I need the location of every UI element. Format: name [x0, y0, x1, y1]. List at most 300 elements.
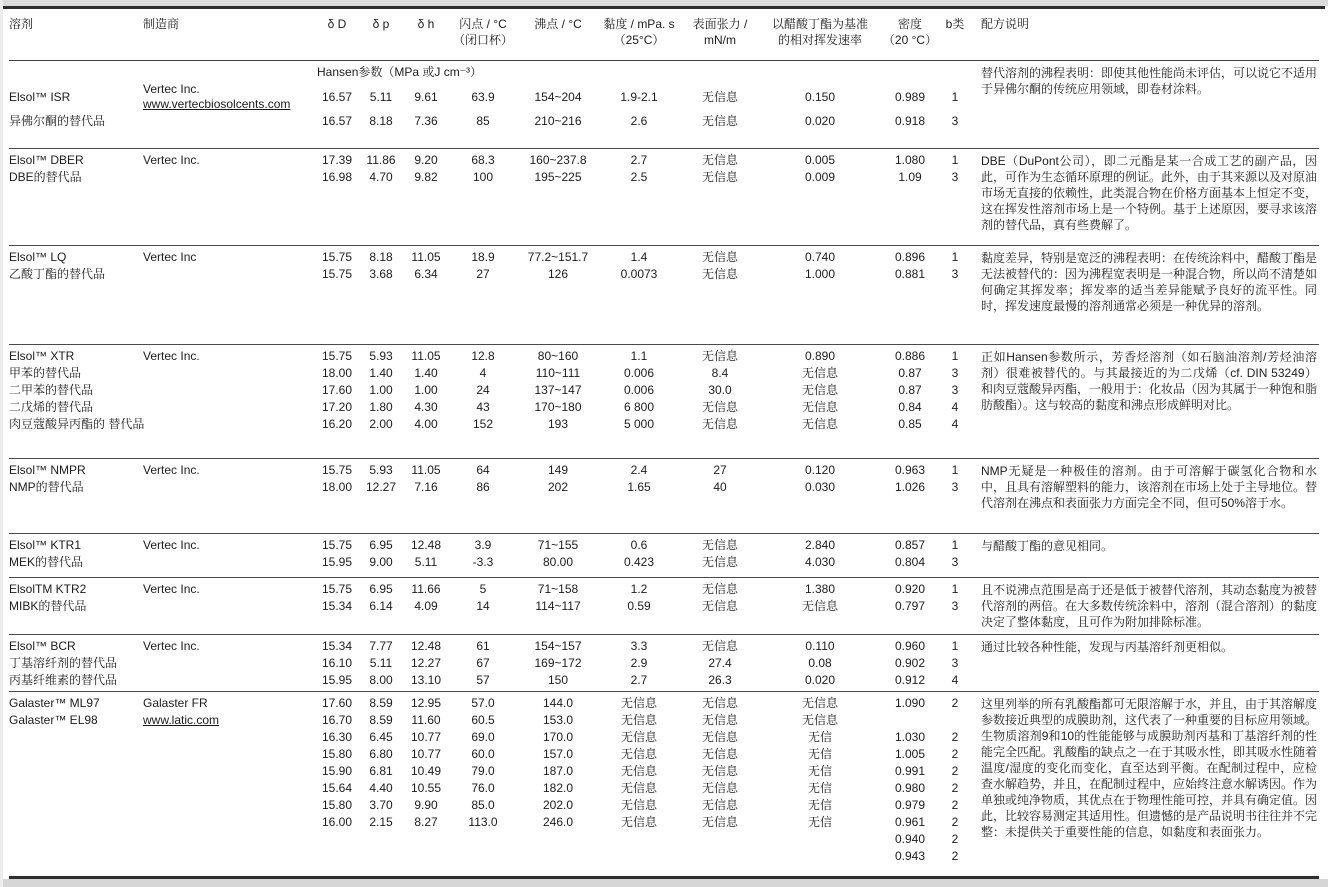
- cell-dp: 5.11: [369, 89, 393, 104]
- table-row: [9, 581, 969, 598]
- col-header-surface-tension: [679, 16, 761, 60]
- cell-visc: 无信息: [620, 696, 657, 710]
- cell-dh: 4.30: [414, 400, 438, 414]
- cell-dh: 1.00: [414, 383, 438, 397]
- table-row: [9, 672, 969, 689]
- cell-manufacturer: [143, 250, 315, 265]
- cell-visc: 0.6: [630, 538, 648, 552]
- cell-evap: 无信: [807, 747, 832, 761]
- cell-solvent: Elsol™ BCR: [9, 639, 76, 653]
- cell-dp: 6.45: [369, 730, 393, 744]
- cell-dD: 15.75: [321, 250, 353, 264]
- cell-visc: 2.7: [630, 153, 648, 167]
- col-header-evaporation-rate: [761, 16, 879, 60]
- cell-evap: 4.030: [804, 555, 836, 569]
- cell-dD: 15.34: [321, 599, 353, 613]
- cell-flash: -3.3: [472, 555, 494, 569]
- cell-boil: 110~111: [535, 366, 581, 380]
- cell-density: 0.857: [894, 538, 926, 552]
- cell-dD: 15.90: [321, 764, 353, 778]
- cell-boil: 80~160: [537, 349, 579, 363]
- section-rows: [9, 537, 969, 577]
- cell-density: 0.797: [894, 599, 926, 613]
- cell-evap: 0.110: [805, 639, 835, 653]
- cell-boil: 126: [547, 267, 569, 281]
- table-row: [9, 763, 969, 780]
- viscosity-label-line1: 黏度 / mPa. s: [603, 17, 675, 31]
- cell-dp: 6.95: [369, 582, 393, 596]
- cell-evap: 0.030: [804, 480, 836, 494]
- cell-visc: 1.1: [630, 349, 648, 363]
- manufacturer-name: Vertec Inc.: [143, 463, 200, 477]
- cell-visc: 2.4: [630, 463, 648, 477]
- cell-density: 0.980: [894, 781, 926, 795]
- cell-visc: 0.0073: [620, 267, 658, 281]
- table-row: [9, 152, 969, 169]
- cell-density: 0.940: [894, 832, 926, 846]
- cell-surf: 40: [713, 480, 727, 494]
- solvent-properties-table: [3, 6, 1325, 879]
- cell-boil: 150: [547, 673, 569, 687]
- cell-dp: 5.93: [369, 349, 393, 363]
- formulation-note: NMP无疑是一种极佳的溶剂。由于可溶解于碳氢化合物和水中，且具有溶解塑料的能力，该溶剂在市场上处于主导地位。替代溶剂在沸点和表面张力方面完全不同，但可50%溶于水。: [981, 464, 1318, 510]
- table-row: [9, 655, 969, 672]
- table-section-elsol-lq: [9, 246, 1319, 345]
- section-rows: [9, 348, 969, 458]
- formulation-note: 与醋酸丁酯的意见相同。: [981, 539, 1114, 553]
- cell-dh: 12.48: [410, 538, 442, 552]
- cell-manufacturer: [143, 538, 315, 553]
- cell-boil: 170~180: [534, 400, 582, 414]
- cell-dp: 7.77: [369, 639, 393, 653]
- cell-visc: 2.7: [630, 673, 648, 687]
- cell-solvent: Elsol™ XTR: [9, 349, 75, 363]
- cell-solvent: MIBK的替代品: [9, 599, 87, 613]
- cell-density: 0.961: [894, 815, 926, 829]
- cell-surf: 无信息: [701, 713, 738, 727]
- cell-solvent: Elsol™ KTR1: [9, 538, 82, 552]
- cell-evap: 0.150: [804, 89, 836, 104]
- cell-solvent: 丁基溶纤剂的替代品: [9, 656, 118, 670]
- cell-manufacturer: [143, 463, 315, 478]
- cell-boil: 210~216: [534, 114, 582, 128]
- col-header-boiling-point: 沸点 / °C: [534, 17, 582, 31]
- cell-dp: 3.68: [369, 267, 393, 281]
- table-section-elsol-xtr: [9, 345, 1319, 459]
- cell-surf: 8.4: [711, 366, 729, 380]
- cell-solvent: Galaster™ EL98: [9, 713, 98, 727]
- cell-dD: 15.75: [321, 349, 353, 363]
- cell-dh: 9.61: [414, 89, 438, 104]
- cell-dD: 17.60: [321, 696, 353, 710]
- cell-flash: 14: [476, 599, 490, 613]
- cell-dh: 11.05: [411, 463, 441, 477]
- cell-boil: 202.0: [542, 798, 574, 812]
- cell-density: 0.902: [894, 656, 926, 670]
- cell-dh: 6.34: [414, 267, 438, 281]
- evaporation-rate-label-line1: 以醋酸丁酯为基准: [771, 17, 868, 31]
- cell-dh: 11.05: [411, 250, 441, 264]
- cell-visc: 0.423: [623, 555, 655, 569]
- cell-visc: 1.2: [630, 582, 648, 596]
- col-header-viscosity: [599, 16, 679, 60]
- cell-dh: 4.00: [414, 417, 438, 431]
- cell-dh: 10.77: [410, 747, 442, 761]
- cell-evap: 无信息: [801, 383, 838, 397]
- cell-flash: 113.0: [468, 815, 498, 829]
- surface-tension-label-line2: mN/m: [704, 33, 736, 47]
- cell-flash: 3.9: [474, 538, 492, 552]
- table-section-elsol-nmpr: [9, 459, 1319, 534]
- cell-flash: 67: [476, 656, 490, 670]
- table-row: [9, 348, 969, 365]
- cell-density: 1.026: [894, 480, 926, 494]
- section-rows: [9, 64, 969, 148]
- cell-boil: 182.0: [542, 781, 574, 795]
- cell-bclass: 3: [951, 480, 959, 494]
- cell-visc: 2.6: [630, 114, 648, 128]
- cell-density: 0.896: [894, 250, 926, 264]
- cell-solvent: Elsol™ NMPR: [9, 463, 86, 477]
- table-row: [9, 249, 969, 266]
- cell-density: 0.87: [898, 366, 922, 380]
- table-row: [9, 416, 969, 433]
- cell-surf: 27.4: [708, 656, 732, 670]
- table-row: [9, 695, 969, 712]
- table-row: [9, 831, 969, 848]
- cell-bclass: 1: [951, 250, 959, 264]
- cell-dD: 15.80: [321, 747, 353, 761]
- table-row: [9, 81, 969, 113]
- cell-bclass: 2: [951, 832, 959, 846]
- cell-bclass: 3: [951, 366, 959, 380]
- cell-bclass: 1: [951, 349, 959, 363]
- cell-evap: 无信: [807, 798, 832, 812]
- cell-dh: 10.49: [410, 764, 442, 778]
- cell-flash: 60.5: [471, 713, 495, 727]
- cell-dp: 1.40: [369, 366, 393, 380]
- cell-manufacturer: [143, 349, 315, 364]
- cell-flash: 79.0: [471, 764, 495, 778]
- cell-dh: 12.48: [410, 639, 442, 653]
- col-header-b-class: b类: [945, 17, 965, 31]
- hansen-parameters-subheader: Hansen参数（MPa 或J cm⁻³）: [317, 65, 483, 79]
- cell-boil: 114~117: [535, 599, 581, 613]
- cell-bclass: 3: [951, 114, 959, 128]
- table-row: [9, 554, 969, 571]
- cell-solvent: 二戊烯的替代品: [9, 400, 94, 414]
- cell-surf: 30.0: [708, 383, 732, 397]
- page-edge-bottom: [0, 879, 1328, 887]
- table-row: [9, 848, 969, 865]
- cell-boil: 71~155: [537, 538, 579, 552]
- cell-manufacturer: [143, 639, 315, 654]
- cell-visc: 无信息: [620, 747, 657, 761]
- cell-dh: 11.05: [411, 349, 441, 363]
- formulation-note: 且不说沸点范围是高于还是低于被替代溶剂，其动态黏度为被替代溶剂的两倍。在大多数传统涂料中，溶剂（混合溶剂）的黏度决定了整体黏度，且可作为附加排除标准。: [981, 583, 1318, 629]
- cell-bclass: 2: [951, 781, 959, 795]
- cell-solvent: 甲苯的替代品: [9, 366, 82, 380]
- cell-surf: 无信息: [701, 349, 738, 363]
- cell-dD: 15.75: [321, 582, 353, 596]
- manufacturer-name: Vertec Inc.: [143, 582, 200, 596]
- table-body: [9, 61, 1319, 879]
- cell-density: 1.005: [894, 747, 926, 761]
- manufacturer-link[interactable]: www.latic.com: [143, 713, 220, 727]
- cell-dh: 9.90: [414, 798, 438, 812]
- manufacturer-name: Vertec Inc: [143, 250, 197, 264]
- cell-bclass: 3: [951, 170, 959, 184]
- cell-surf: 27: [713, 463, 727, 477]
- cell-dp: 8.18: [369, 114, 393, 128]
- cell-flash: 24: [476, 383, 490, 397]
- cell-dh: 7.16: [414, 480, 438, 494]
- cell-bclass: 4: [951, 400, 959, 414]
- cell-visc: 无信息: [620, 781, 657, 795]
- cell-manufacturer: [143, 153, 315, 168]
- cell-bclass: 2: [951, 747, 959, 761]
- cell-visc: 1.65: [627, 480, 651, 494]
- cell-visc: 无信息: [620, 730, 657, 744]
- cell-evap: 无信息: [801, 696, 838, 710]
- cell-solvent: Elsol™ ISR: [9, 89, 71, 104]
- cell-bclass: 2: [951, 730, 959, 744]
- cell-density: 0.963: [894, 463, 926, 477]
- cell-bclass: 3: [951, 383, 959, 397]
- cell-boil: 157.0: [542, 747, 574, 761]
- cell-dp: 5.93: [369, 463, 393, 477]
- cell-solvent: Galaster™ ML97: [9, 696, 100, 710]
- cell-flash: 60.0: [471, 747, 495, 761]
- cell-evap: 0.08: [808, 656, 832, 670]
- cell-bclass: 4: [951, 673, 959, 687]
- col-header-solvent: 溶剂: [9, 17, 34, 31]
- cell-dD: 15.80: [321, 798, 353, 812]
- cell-boil: 71~158: [537, 582, 579, 596]
- cell-dh: 8.27: [414, 815, 438, 829]
- cell-dD: 15.75: [321, 463, 353, 477]
- cell-flash: 69.0: [471, 730, 495, 744]
- cell-surf: 无信息: [701, 538, 738, 552]
- table-row: [9, 537, 969, 554]
- cell-evap: 无信息: [801, 417, 838, 431]
- cell-surf: 无信息: [701, 417, 738, 431]
- cell-evap: 2.840: [804, 538, 836, 552]
- cell-solvent: NMP的替代品: [9, 480, 84, 494]
- cell-visc: 3.3: [630, 639, 648, 653]
- cell-dD: 15.95: [321, 673, 353, 687]
- cell-dh: 9.20: [414, 153, 438, 167]
- cell-boil: 80.00: [542, 555, 574, 569]
- cell-dh: 11.60: [411, 713, 441, 727]
- cell-surf: 无信息: [701, 696, 738, 710]
- cell-bclass: 2: [951, 815, 959, 829]
- cell-evap: 0.120: [804, 463, 836, 477]
- cell-bclass: 2: [951, 764, 959, 778]
- cell-solvent: 肉豆蔻酸异丙酯的 替代品: [9, 417, 145, 431]
- cell-dD: 15.64: [321, 781, 353, 795]
- cell-boil: 154~204: [534, 89, 582, 104]
- cell-dD: 16.30: [321, 730, 353, 744]
- col-header-density: [879, 16, 941, 60]
- cell-dh: 4.09: [414, 599, 438, 613]
- cell-density: 0.960: [894, 639, 926, 653]
- section-rows: [9, 152, 969, 245]
- table-section-elsol-ktr1: [9, 534, 1319, 578]
- cell-dh: 10.77: [410, 730, 442, 744]
- cell-dp: 12.27: [365, 480, 397, 494]
- cell-visc: 2.9: [630, 656, 648, 670]
- cell-dh: 11.66: [411, 582, 441, 596]
- cell-boil: 149: [547, 463, 569, 477]
- cell-bclass: 1: [951, 153, 959, 167]
- cell-dp: 2.00: [369, 417, 393, 431]
- manufacturer-name: Vertec Inc.: [143, 82, 200, 96]
- cell-boil: 202: [547, 480, 569, 494]
- formulation-note: DBE（DuPont公司），即二元酯是某一合成工艺的副产品，因此，可作为生态循环原理的例证。此外，由于其来源以及对原油市场无直接的依赖性，此类混合物在价格方面基本上恒定不变，这在挥发性溶剂市场上是一个特例。基于上述原因，要寻求该溶剂的替代品，真有些费解了。: [981, 154, 1318, 232]
- table-row: [9, 598, 969, 615]
- manufacturer-link[interactable]: www.vertecbiosolcents.com: [143, 97, 291, 111]
- cell-density: 0.804: [894, 555, 926, 569]
- cell-flash: 43: [476, 400, 490, 414]
- cell-bclass: 3: [951, 267, 959, 281]
- table-row: [9, 479, 969, 496]
- cell-surf: 无信息: [701, 267, 738, 281]
- cell-dh: 1.40: [414, 366, 438, 380]
- cell-density: 0.85: [898, 417, 922, 431]
- cell-density: 0.989: [894, 89, 926, 104]
- cell-boil: 193: [547, 417, 569, 431]
- cell-surf: 无信息: [701, 639, 738, 653]
- density-label-line1: 密度: [897, 17, 922, 31]
- cell-boil: 77.2~151.7: [527, 250, 589, 264]
- manufacturer-name: Vertec Inc.: [143, 639, 200, 653]
- section-rows: [9, 695, 969, 876]
- cell-density: 0.979: [894, 798, 926, 812]
- cell-density: 1.030: [894, 730, 926, 744]
- cell-dp: 6.80: [369, 747, 393, 761]
- cell-density: 0.886: [894, 349, 926, 363]
- cell-dD: 16.70: [321, 713, 353, 727]
- table-row: [9, 266, 969, 283]
- cell-flash: 64: [476, 463, 490, 477]
- section-rows: [9, 581, 969, 634]
- cell-manufacturer: [143, 582, 315, 597]
- cell-bclass: 1: [951, 538, 959, 552]
- table-row: [9, 746, 969, 763]
- cell-density: 0.943: [894, 849, 926, 863]
- evaporation-rate-label-line2: 的相对挥发速率: [777, 33, 862, 47]
- cell-density: 1.09: [898, 170, 922, 184]
- surface-tension-label-line1: 表面张力 /: [692, 17, 748, 31]
- table-row: [9, 382, 969, 399]
- cell-manufacturer: [143, 82, 315, 112]
- cell-boil: 160~237.8: [529, 153, 587, 167]
- flash-point-label-line1: 闪点 / °C: [459, 17, 507, 31]
- cell-flash: 68.3: [471, 153, 495, 167]
- cell-visc: 0.006: [623, 383, 655, 397]
- cell-bclass: 3: [951, 599, 959, 613]
- cell-boil: 169~172: [534, 656, 582, 670]
- cell-surf: 无信息: [701, 781, 738, 795]
- viscosity-label-line2: （25°C）: [613, 33, 665, 47]
- cell-evap: 无信: [807, 815, 832, 829]
- cell-dD: 16.10: [321, 656, 353, 670]
- cell-flash: 63.9: [471, 89, 495, 104]
- cell-solvent: Elsol™ DBER: [9, 153, 84, 167]
- cell-surf: 无信息: [701, 764, 738, 778]
- cell-bclass: 1: [951, 639, 959, 653]
- col-header-manufacturer: 制造商: [143, 17, 180, 31]
- cell-density: 0.918: [894, 114, 926, 128]
- cell-bclass: 3: [951, 656, 959, 670]
- cell-surf: 无信息: [701, 153, 738, 167]
- cell-flash: 76.0: [471, 781, 495, 795]
- cell-flash: 86: [476, 480, 490, 494]
- cell-bclass: 4: [951, 417, 959, 431]
- cell-evap: 0.020: [804, 673, 836, 687]
- cell-solvent: MEK的替代品: [9, 555, 84, 569]
- cell-evap: 无信息: [801, 366, 838, 380]
- formulation-note: 这里列举的所有乳酸酯都可无限溶解于水，并且，由于其溶解度参数接近典型的成膜助剂，这代表了一种重要的目标应用领域。生物质溶剂9和10的性能能够与成膜助剂丙基和丁基溶纤剂的性能完全匹配。乳酸酯的缺点之一在于其吸水性，即其吸水性随着温度/湿度的变化而变化，直至达到平衡。在配制过程中，应检查水解趋势，并且，在配制过程中，应始终注意水解诱因。作为单独或纯净物质，其优点在于物理性能可控，并具有确定值。因此，比较容易测定其适用性。但遗憾的是产品说明书往往并不完整：未提供关于重要性能的信息，如黏度和表面张力。: [981, 697, 1318, 839]
- cell-visc: 无信息: [620, 815, 657, 829]
- cell-visc: 无信息: [620, 764, 657, 778]
- cell-dp: 11.86: [366, 153, 396, 167]
- cell-solvent: 二甲苯的替代品: [9, 383, 94, 397]
- cell-evap: 0.020: [804, 114, 836, 128]
- cell-dD: 15.75: [321, 538, 353, 552]
- cell-evap: 0.890: [804, 349, 836, 363]
- table-row: [9, 399, 969, 416]
- manufacturer-name: Vertec Inc.: [143, 538, 200, 552]
- cell-surf: 无信息: [701, 599, 738, 613]
- table-row: [9, 113, 969, 130]
- cell-flash: 12.8: [471, 349, 495, 363]
- cell-solvent: 乙酸丁酯的替代品: [9, 267, 106, 281]
- cell-dh: 5.11: [414, 555, 438, 569]
- cell-surf: 无信息: [701, 582, 738, 596]
- cell-evap: 0.009: [804, 170, 836, 184]
- cell-evap: 无信息: [801, 599, 838, 613]
- cell-evap: 0.740: [804, 250, 836, 264]
- cell-visc: 6 800: [623, 400, 655, 414]
- flash-point-label-line2: （闭口杯）: [452, 33, 513, 47]
- density-label-line2: （20 °C）: [882, 33, 938, 47]
- cell-flash: 85: [476, 114, 490, 128]
- cell-manufacturer: [143, 713, 315, 728]
- cell-dp: 4.40: [369, 781, 393, 795]
- cell-density: 1.080: [894, 153, 926, 167]
- cell-dp: 4.70: [369, 170, 393, 184]
- cell-dD: 16.57: [321, 114, 353, 128]
- cell-dD: 17.60: [321, 383, 353, 397]
- cell-visc: 无信息: [620, 713, 657, 727]
- cell-flash: 152: [472, 417, 494, 431]
- cell-bclass: 2: [951, 849, 959, 863]
- table-section-elsol-bcr: [9, 635, 1319, 692]
- cell-flash: 5: [479, 582, 487, 596]
- cell-dp: 8.00: [369, 673, 393, 687]
- cell-dD: 17.39: [321, 153, 353, 167]
- cell-dh: 12.95: [410, 696, 442, 710]
- table-section-elsol-isr: [9, 61, 1319, 149]
- table-section-galaster: [9, 692, 1319, 879]
- cell-dh: 12.27: [410, 656, 442, 670]
- cell-visc: 1.4: [630, 250, 648, 264]
- cell-dp: 1.00: [369, 383, 393, 397]
- cell-density: 0.912: [894, 673, 926, 687]
- manufacturer-name: Vertec Inc.: [143, 349, 200, 363]
